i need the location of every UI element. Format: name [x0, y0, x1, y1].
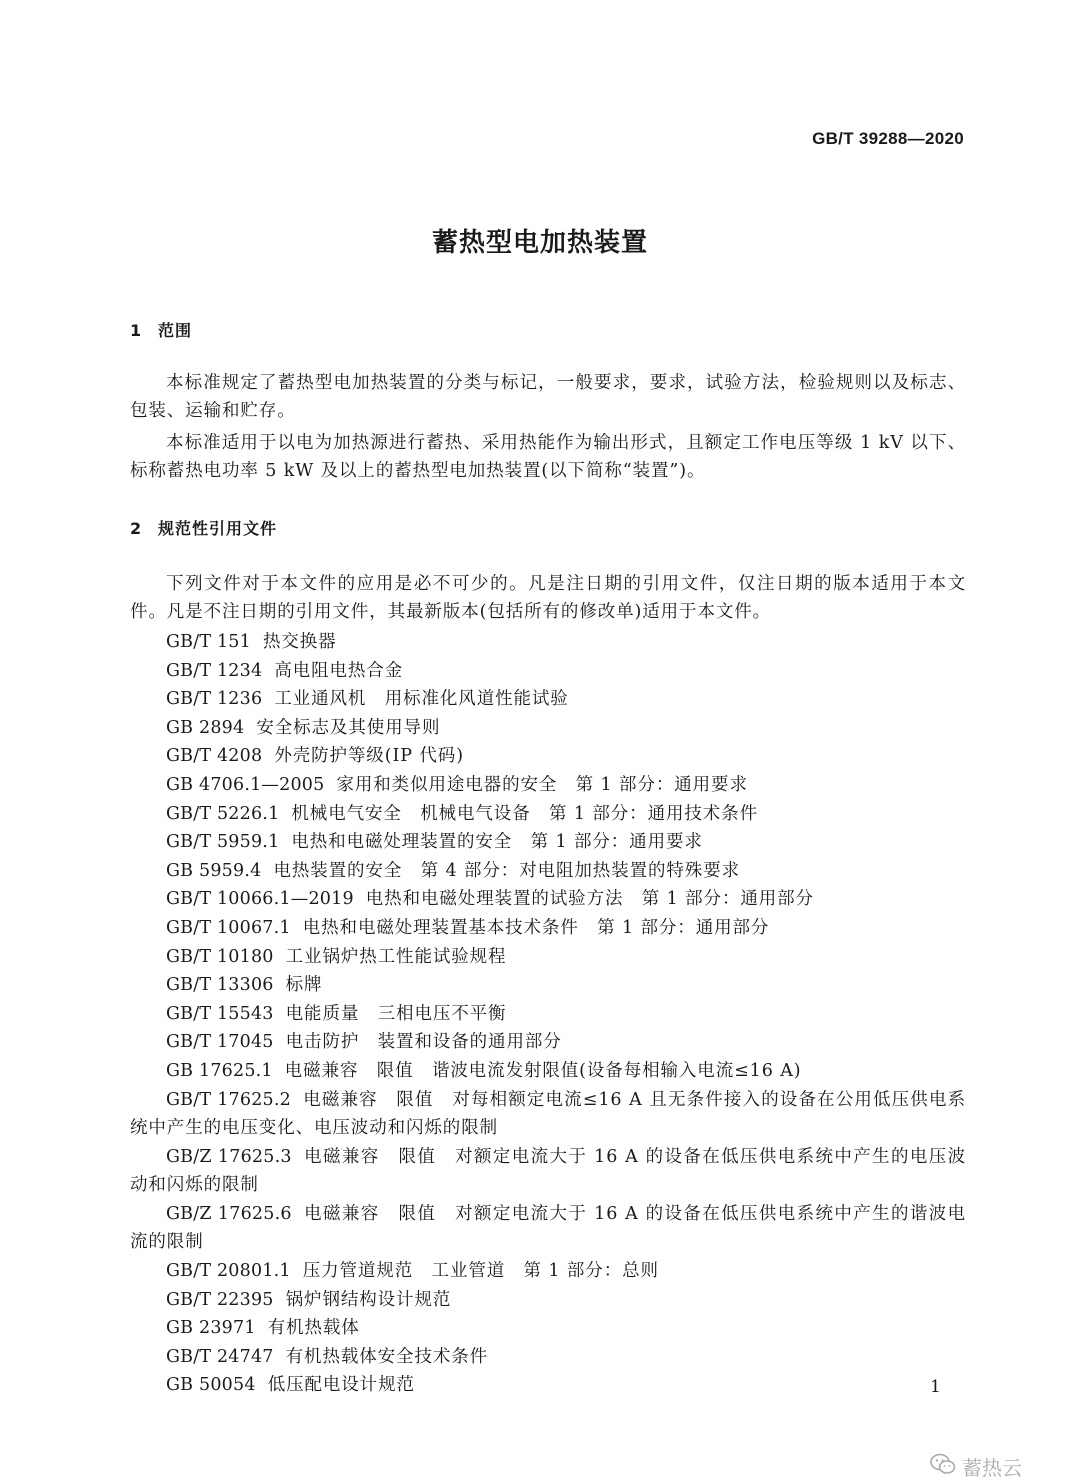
reference-code: GB/T 22395	[166, 1289, 274, 1310]
reference-item	[130, 1286, 966, 1315]
reference-title: 工业锅炉热工性能试验规程	[285, 946, 507, 967]
reference-code: GB/T 5959.1	[166, 832, 280, 853]
reference-title: 热交换器	[262, 632, 337, 652]
reference-code: GB/T 5226.1	[166, 803, 280, 824]
reference-title: 有机热载体	[267, 1318, 360, 1339]
reference-item	[130, 1314, 966, 1343]
document-title: 蓄热型电加热装置	[431, 228, 648, 258]
reference-item	[130, 1086, 966, 1143]
section-1-paragraph-2: 本标准适用于以电为加热源进行蓄热、采用热能作为输出形式，且额定工作电压等级 1 kV 以下、标称蓄热电功率 5 kW 及以上的蓄热型电加热装置(以下简称“装置”)。	[130, 433, 966, 482]
watermark	[930, 1452, 1022, 1481]
reference-item	[130, 1343, 966, 1372]
reference-code: GB/T 1236	[166, 689, 263, 710]
watermark-text: 蓄热云	[962, 1456, 1022, 1480]
reference-title: 电磁兼容 限值 谐波电流发射限值(设备每相输入电流≤16 A)	[284, 1060, 802, 1081]
section-2-heading	[130, 516, 277, 539]
reference-code: GB 5959.4	[166, 860, 262, 881]
reference-title: 电能质量 三相电压不平衡	[285, 1003, 507, 1024]
reference-code: GB 4706.1—2005	[166, 774, 325, 795]
reference-code: GB/T 4208	[166, 746, 263, 767]
reference-code: GB/T 151	[166, 632, 251, 652]
reference-list	[130, 628, 966, 1400]
reference-item	[130, 828, 966, 857]
reference-item	[130, 771, 966, 800]
reference-code: GB 50054	[166, 1375, 256, 1396]
section-number: 2	[130, 519, 143, 538]
reference-title: 低压配电设计规范	[267, 1375, 415, 1396]
section-title: 范围	[158, 321, 193, 340]
reference-title: 标牌	[285, 975, 323, 996]
reference-item	[130, 800, 966, 829]
section-number: 1	[130, 321, 143, 340]
standard-number: GB/T 39288—2020	[812, 129, 964, 148]
reference-item	[130, 857, 966, 886]
reference-title: 压力管道规范 工业管道 第 1 部分：总则	[302, 1261, 659, 1282]
reference-item	[130, 1143, 966, 1200]
reference-item	[130, 1200, 966, 1257]
reference-code: GB/T 10180	[166, 946, 274, 967]
reference-item	[130, 1257, 966, 1286]
reference-item	[130, 943, 966, 972]
section-2-intro: 下列文件对于本文件的应用是必不可少的。凡是注日期的引用文件，仅注日期的版本适用于本文件。凡是不注日期的引用文件，其最新版本(包括所有的修改单)适用于本文件。	[130, 574, 966, 623]
reference-title: 电热和电磁处理装置的试验方法 第 1 部分：通用部分	[365, 889, 814, 910]
reference-code: GB 2894	[166, 717, 245, 738]
reference-code: GB/Z 17625.6	[166, 1203, 292, 1224]
reference-title: 锅炉钢结构设计规范	[285, 1289, 452, 1310]
section-1-paragraph-1: 本标准规定了蓄热型电加热装置的分类与标记，一般要求，要求，试验方法，检验规则以及标志、包装、运输和贮存。	[130, 373, 966, 422]
reference-item	[130, 685, 966, 714]
reference-title: 电磁兼容 限值 对额定电流大于 16 A 的设备在低压供电系统中产生的谐波电流的限制	[130, 1203, 966, 1253]
reference-title: 电热装置的安全 第 4 部分：对电阻加热装置的特殊要求	[273, 860, 740, 881]
reference-code: GB/T 24747	[166, 1346, 274, 1367]
reference-code: GB 17625.1	[166, 1060, 273, 1081]
reference-item	[130, 1028, 966, 1057]
section-title: 规范性引用文件	[158, 519, 278, 538]
reference-code: GB/T 17045	[166, 1032, 274, 1053]
reference-item	[130, 628, 966, 657]
reference-title: 电磁兼容 限值 对额定电流大于 16 A 的设备在低压供电系统中产生的电压波动和闪烁的限制	[130, 1146, 966, 1196]
reference-title: 外壳防护等级(IP 代码)	[274, 746, 464, 767]
reference-item	[130, 714, 966, 743]
reference-code: GB/T 17625.2	[166, 1089, 291, 1110]
reference-title: 有机热载体安全技术条件	[285, 1346, 489, 1367]
reference-code: GB 23971	[166, 1318, 256, 1339]
reference-item	[130, 885, 966, 914]
reference-code: GB/T 1234	[166, 660, 263, 681]
reference-item	[130, 657, 966, 686]
reference-code: GB/T 10066.1—2019	[166, 889, 354, 910]
reference-title: 工业通风机 用标准化风道性能试验	[274, 689, 569, 710]
reference-item	[130, 971, 966, 1000]
section-1-heading	[130, 318, 192, 341]
reference-title: 电磁兼容 限值 对每相额定电流≤16 A 且无条件接入的设备在公用低压供电系统中产生的电压变化、电压波动和闪烁的限制	[130, 1089, 966, 1139]
reference-item	[130, 742, 966, 771]
reference-code: GB/T 13306	[166, 975, 274, 996]
reference-item	[130, 1000, 966, 1029]
reference-title: 家用和类似用途电器的安全 第 1 部分：通用要求	[336, 774, 748, 795]
reference-code: GB/T 15543	[166, 1003, 274, 1024]
reference-item	[130, 1371, 966, 1400]
reference-title: 电热和电磁处理装置的安全 第 1 部分：通用要求	[291, 832, 703, 853]
reference-title: 电热和电磁处理装置基本技术条件 第 1 部分：通用部分	[302, 917, 770, 938]
reference-title: 机械电气安全 机械电气设备 第 1 部分：通用技术条件	[291, 803, 758, 824]
wechat-icon	[930, 1453, 956, 1480]
reference-code: GB/T 20801.1	[166, 1261, 291, 1282]
reference-code: GB/T 10067.1	[166, 917, 291, 938]
reference-title: 电击防护 装置和设备的通用部分	[285, 1032, 562, 1053]
reference-item	[130, 1057, 966, 1086]
reference-title: 高电阻电热合金	[274, 660, 404, 681]
reference-code: GB/Z 17625.3	[166, 1146, 292, 1167]
reference-title: 安全标志及其使用导则	[256, 717, 441, 738]
reference-item	[130, 914, 966, 943]
page-number: 1	[930, 1377, 941, 1397]
